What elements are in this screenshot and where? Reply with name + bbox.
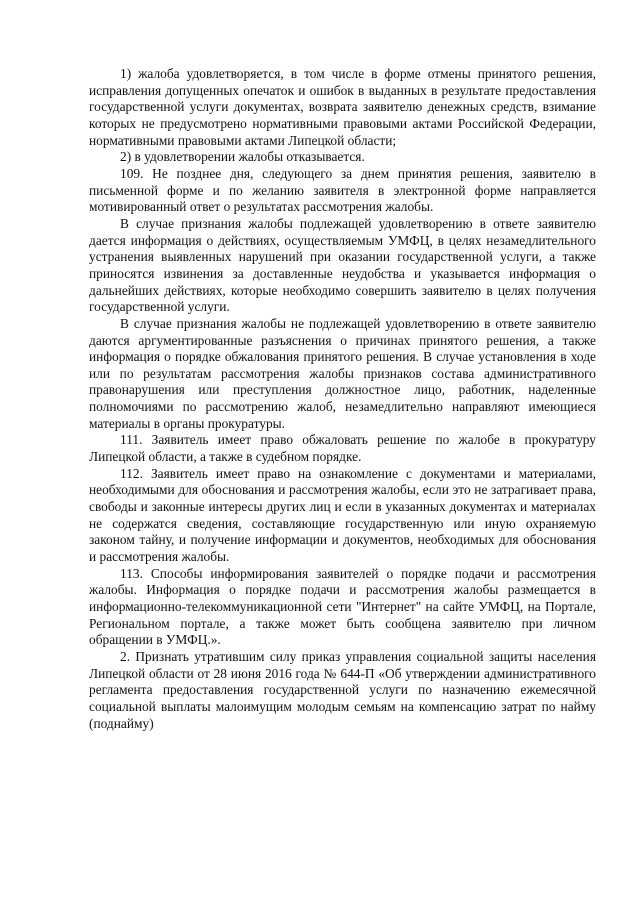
document-page bbox=[89, 66, 596, 732]
paragraph-8: 113. Способы информирования заявителей о порядке подачи и рассмотрения жалобы. Информация о порядке подачи и рассмотрения жалобы размещается в информационно-телекоммуникационной сети "Интернет" на сайте УМФЦ, на Портале, Региональном портале, а также может быть сообщена заявителю при личном обращении в УМФЦ.». bbox=[89, 565, 596, 648]
paragraph-6: 111. Заявитель имеет право обжаловать решение по жалобе в прокуратуру Липецкой области, а также в судебном порядке. bbox=[89, 432, 596, 465]
paragraph-2: 2) в удовлетворении жалобы отказывается. bbox=[120, 149, 365, 165]
paragraph-3: 109. Не позднее дня, следующего за днем принятия решения, заявителю в письменной форме и по желанию заявителя в электронной форме направляется мотивированный ответ о результатах рассмотрения жалобы. bbox=[89, 165, 596, 215]
paragraph-5: В случае признания жалобы не подлежащей удовлетворению в ответе заявителю даются аргументированные разъяснения о причинах принятого решения, а также информация о порядке обжалования принятого решения. В случае установления в ходе или по результатам рассмотрения жалобы признаков состава административного правонарушения или преступления должностное лицо, работник, наделенные полномочиями по рассмотрению жалоб, незамедлительно направляют имеющиеся материалы в органы прокуратуры. bbox=[89, 315, 596, 431]
paragraph-1: 1) жалоба удовлетворяется, в том числе в форме отмены принятого решения, исправления допущенных опечаток и ошибок в выданных в результате предоставления государственной услуги документах, возврата заявителю денежных средств, взимание которых не предусмотрено нормативными правовыми актами Российской Федерации, нормативными правовыми актами Липецкой области; bbox=[89, 66, 596, 148]
paragraph-7: 112. Заявитель имеет право на ознакомление с документами и материалами, необходимыми для обоснования и рассмотрения жалобы, если это не затрагивает права, свободы и законные интересы других лиц и если в указанных документах и материалах не содержатся сведения, составляющие государственную или иную охраняемую законом тайну, и получение информации и документов, необходимых для обоснования и рассмотрения жалобы. bbox=[89, 465, 596, 565]
paragraph-4: В случае признания жалобы подлежащей удовлетворению в ответе заявителю дается информация о действиях, осуществляемым УМФЦ, в целях незамедлительного устранения выявленных нарушений при оказании государственной услуги, а также приносятся извинения за доставленные неудобства и указывается информация о дальнейших действиях, которые необходимо совершить заявителю в целях получения государственной услуги. bbox=[89, 215, 596, 315]
paragraph-9: 2. Признать утратившим силу приказ управления социальной защиты населения Липецкой области от 28 июня 2016 года № 644-П «Об утверждении административного регламента предоставления государственной услуги по назначению ежемесячной социальной выплаты малоимущим молодым семьям на компенсацию затрат по найму (поднайму) bbox=[89, 648, 596, 731]
